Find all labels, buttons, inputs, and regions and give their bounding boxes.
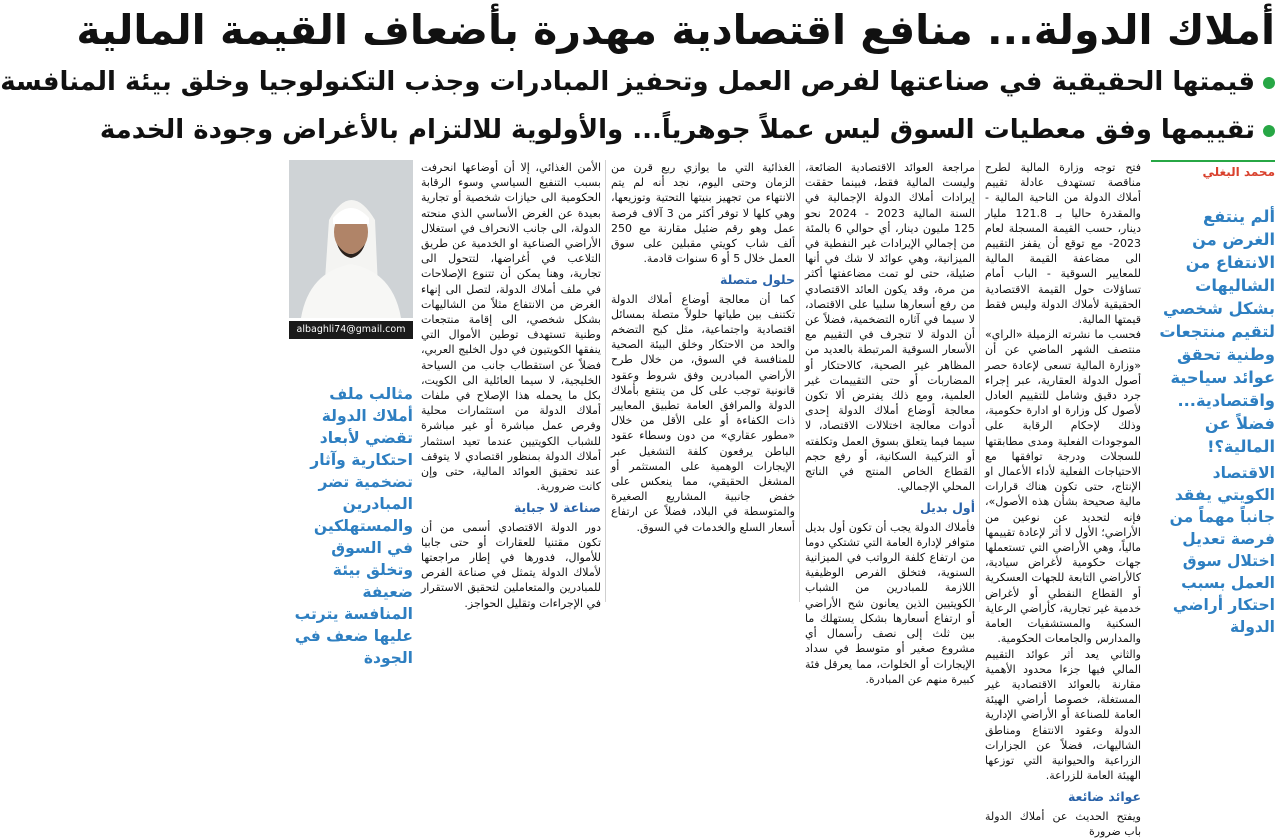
section-head: صناعة لا جباية <box>513 500 601 516</box>
paragraph: فتح توجه وزارة المالية لطرح مناقصة تستهدف عادلة تقييم أملاك الدولة من الناحية المالية - والمقدرة حاليا بـ 121.8 مليار دينار، حسب القيمة المسجلة لعام 2023- مع توقع أن يقفز التقييم الى مضاعفة القيمة المالية للمعايير السوقية - الباب أمام تساؤلات حول القيمة الاقتصادية الحقيقية لأملاك الدولة وليس فقط قيمتها المالية. <box>985 161 1141 327</box>
article-column-1 <box>985 160 1141 838</box>
bullet-icon <box>1263 125 1275 137</box>
paragraph: مراجعة العوائد الاقتصادية الضائعة، وليست المالية فقط، فبينما حققت إيرادات أملاك الدولة الإجمالية في السنة المالية 2023 - 2024 نحو 125 مليون دينار، أي حوالي 6 بالمئة من إجمالي الإيرادات غير النفطية في الميزانية، وهي عوائد لا شك في أنها ضئيلة، حتى لو تمت مضاعفتها أكثر من مرة، وقد يكون العائد الاقتصادي من رفع أسعارها سلبيا على الاقتصاد، لا سيما في آثاره التضخمية، فضلاً عن أن الدولة لا تنجرف في التقييم مع الأسعار السوقية المرتبطة بالعديد من المظاهر غير الصحية، كالاحتكار أو المضاربات أو حتى التقييمات غير العلمية، ومع ذلك يفترض ألا تكون معالجة أوضاع أملاك الدولة إحدى أدوات معالجة اختلالات الاقتصاد، لا سيما فيما يتعلق بسوق العمل وتكلفته أو التركيبة السكانية، أو رفع حجم القطاع الخاص المنتج في الناتج المحلي الإجمالي. <box>805 161 976 494</box>
paragraph: الغذائية التي ما يوازي ربع قرن من الزمان وحتى اليوم، نجد أنه لم يتم الانتهاء من تجهيز بنيتها التحتية وتوزيعها، وهي كلها لا توفر أكثر من 3 آلاف فرصة عمل وهو رقم ضئيل مقارنة مع 250 ألف شاب كويتي مقبلين على سوق العمل خلال 5 أو 6 سنوات قادمة. <box>611 161 796 266</box>
author-portrait-icon <box>289 160 413 318</box>
subhead-2 <box>99 112 1275 148</box>
column-divider <box>605 160 606 602</box>
headline: أملاك الدولة... منافع اقتصادية مهدرة بأضعاف القيمة المالية <box>76 6 1275 54</box>
section-head: حلول متصلة <box>720 272 795 288</box>
paragraph: فأملاك الدولة يجب أن تكون أول بديل متوافر لإدارة العامة التي تشتكي دوما من ارتفاع كلفة الرواتب في الميزانية السنوية، فتخلق الفرص الوظيفية اللازمة للمبادرين من الشباب الكويتيين الذين يعانون شح الأراضي أو ارتفاع أسعارها بشكل يستهلك ما بين ثلث إلى نصف رأسمال أي مشروع صغير أو متوسط في سداد الإيجارات أو الخلوات، مما يعرقل فئة كبيرة منهم عن المبادرة. <box>805 520 975 686</box>
section-head: أول بديل <box>919 500 975 516</box>
author-byline <box>1151 160 1275 184</box>
author-photo <box>289 160 413 318</box>
author-name: محمد البغلي <box>1202 165 1275 179</box>
section-head: عوائد ضائعة <box>1067 789 1141 805</box>
paragraph: دور الدولة الاقتصادي أسمى من أن تكون مقتنيا للعقارات أو حتى جابيا للأموال، فدورها في إطار مراجعتها لأملاك الدولة يتمثل في صناعة الفرص للمبادرين والمتعاملين لتحقيق الاستقرار في الإجراءات وتقليل الحواجز. <box>421 520 601 610</box>
subhead-1 <box>0 64 1275 100</box>
paragraph: الأمن الغذائي، إلا أن أوضاعها انحرفت بسبب التنفيع السياسي وسوء الرقابة الحكومية الى حيازات شخصية أو تجارية بعيدة عن الغرض الأساسي الذي منحته الدولة، الى جانب الانحراف في استغلال الأراضي الصناعية او الخدمية عن طريق التلاعب في أغراضها، لتتحول الى تجارية، وهنا يمكن أن تتنوع الإصلاحات في ملف أملاك الدولة، لتصل الى إنهاء الغرض من الانتفاع مثلاً من الشاليهات بشكل شخصي، الى إقامة منتجعات وطنية تستهدف توطين الأموال التي ينفقها الكويتيون في دول الخليج العربي، فضلاً عن استقطاب جانب من السياحة الخليجية، لا سيما العائلية الى الكويت، بكل ما يحمله هذا الإصلاح في ملفات أملاك الدولة من استثمارات محلية وفرص عمل مباشرة أو غير مباشرة للشباب الكويتيين عندما تعيد استثمار أملاك الدولة بمنظور اقتصادي لا يتوقف عند تحقيق العوائد المالية، حتى وإن كانت ضرورية. <box>421 161 601 494</box>
paragraph: كما أن معالجة أوضاع أملاك الدولة تكتنف بين طياتها حلولاً متصلة بمسائل اقتصادية واجتماعية، مثل كبح التضخم والحد من الاحتكار وخلق البيئة الصحية للمنافسة في السوق، من خلال طرح الأراضي المبادرين وفق شروط وعقود قانونية توجب على كل من ينتفع بأملاك الدولة والمرافق العامة تطبيق المعايير ذات الكفاءة أو على الأقل من خلال «مطور عقاري» من دون وسطاء عقود الباطن يرفعون كلفة التشغيل عبر الإيجارات الوهمية على المستثمر أو المشغل الحقيقي، مما ينعكس على خفض جانبية المشاريع الصغيرة والمتوسطة في البلاد، فضلاً عن ارتفاع أسعار السلع والخدمات في السوق. <box>611 292 795 534</box>
author-email: albaghli74@gmail.com <box>289 321 413 339</box>
paragraph: فحسب ما نشرته الزميلة «الراي» منتصف الشهر الماضي عن أن «وزارة المالية تسعى لإعادة حصر أصول الدولة العقارية، عبر إجراء جرد دقيق وشامل للتقييم العادل لأصول كل وزارة او ادارة حكومية، وذلك لإحكام الرقابة على الموجودات الفعلية ومدى مطابقتها للسجلات ودرجة توافقها مع الاحتياجات الفعلية لأداء الأعمال او الإنتاج، حتى تكون هناك قرارات مالية صحيحة بشأن هذه الأصول»، فإنه لتحديد عن نوعين من الأراضي؛ الأول لا أثر لإعادة تقييمها مالياً، وهي الأراضي التي تستعملها جهات حكومية لأغراض سيادية، كالأراضي التابعة للجهات العسكرية أو القطاع النفطي أو لأغراض خدمية غير تجارية، كأراضي الرعاية السكنية والمستشفيات العامة والمدارس والجامعات الحكومية. <box>985 328 1141 646</box>
pull-quote-2: الاقتصاد الكويتي يفقد جانباً مهماً من فرصة تعديل اختلال سوق العمل بسبب احتكار أراضي الدولة <box>1169 464 1275 636</box>
article-column-2 <box>805 160 976 686</box>
pull-quote-1: ألم ينتفع الغرض من الانتفاع من الشاليهات بشكل شخصي لتقيم منتجعات وطنية تحقق عوائد سياحية واقتصادية... فضلاً عن المالية؟! <box>1159 207 1275 456</box>
paragraph: ويفتح الحديث عن أملاك الدولة باب ضرورة <box>985 809 1141 838</box>
subhead-1-text: قيمتها الحقيقية في صناعتها لفرص العمل وتحفيز المبادرات وجذب التكنولوجيا وخلق بيئة المنافسة <box>0 67 1255 97</box>
article-column-3 <box>611 160 795 602</box>
column-divider <box>979 160 980 602</box>
subhead-2-text: تقييمها وفق معطيات السوق ليس عملاً جوهرياً... والأولوية للالتزام بالأغراض وجودة الخدمة <box>99 115 1255 145</box>
pull-quote-3: مثالب ملف أملاك الدولة تقضي لأبعاد احتكارية وآثار تضخمية تضر المبادرين والمستهلكين في السوق وتخلق بيئة ضعيفة المنافسة يترتب عليها ضعف في الجودة <box>294 385 413 667</box>
column-divider <box>799 160 800 602</box>
bullet-icon <box>1263 77 1275 89</box>
article-column-4 <box>421 160 601 610</box>
paragraph: والثاني يعد أثر عوائد التقييم المالي فيها جزءا محدود الأهمية مقارنة بالعوائد الاقتصادية غير المستغلة، خصوصا أراضي الهيئة العامة للصناعة أو الأراضي الإدارية الدولة وعقود الانتفاع ومناطق الشاليهات، فضلاً عن الجزارات الزراعية والحيوانية التي توزعها الهيئة العامة للزراعة. <box>985 647 1141 783</box>
